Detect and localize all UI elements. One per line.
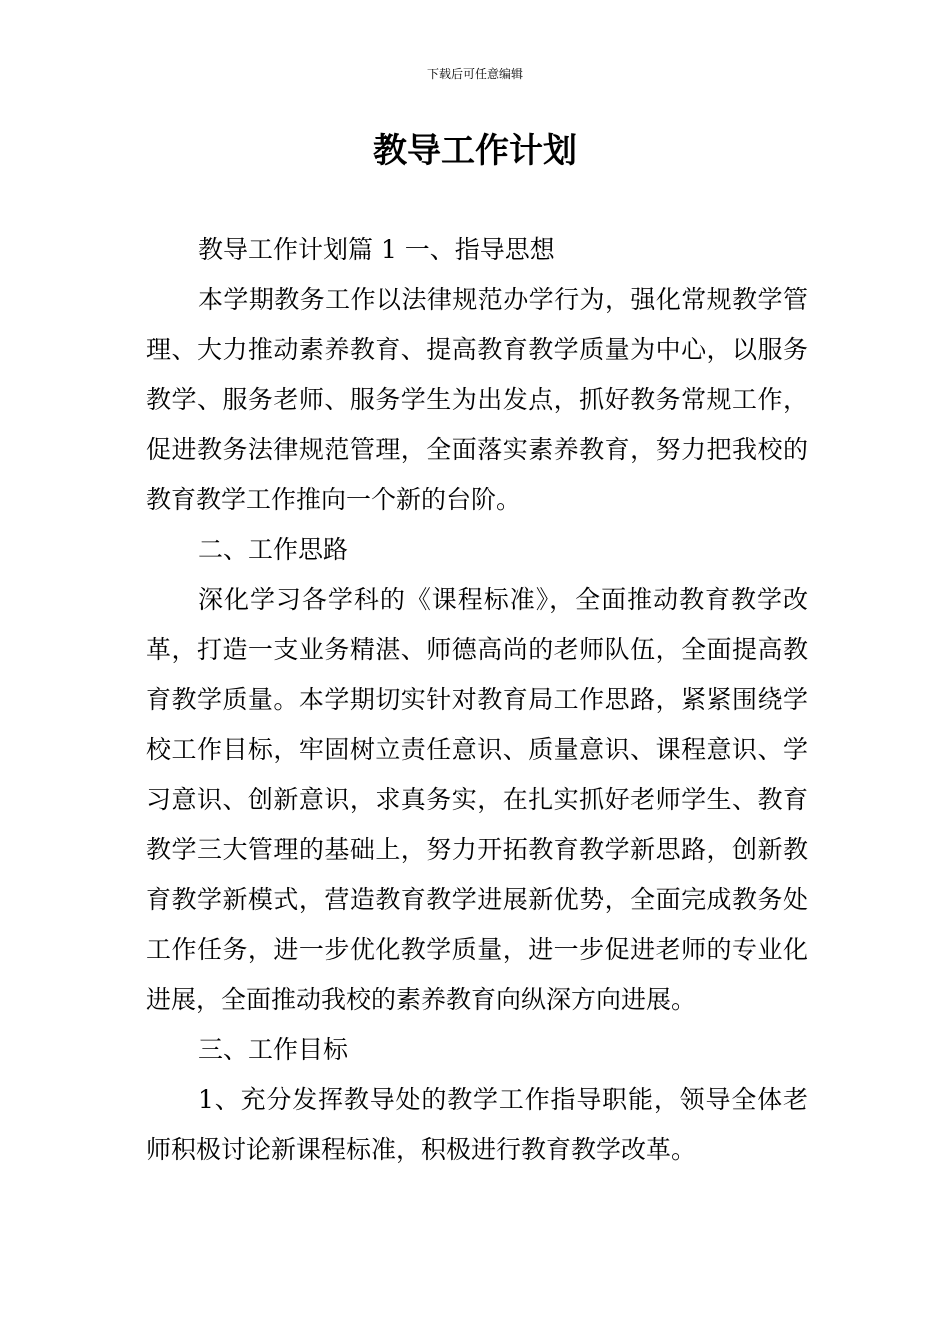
heading-work-goals: 三、工作目标 bbox=[198, 1035, 349, 1064]
document-title: 教导工作计划 bbox=[373, 131, 577, 171]
paragraph-work-goal-1: 1、充分发挥教导处的教学工作指导职能，领导全体老师积极讨论新课程标准，积极进行教育教学改革。 bbox=[146, 1085, 808, 1164]
heading-work-approach: 二、工作思路 bbox=[198, 535, 349, 564]
paragraph-guiding-thought: 本学期教务工作以法律规范办学行为，强化常规教学管理、大力推动素养教育、提高教育教学质量为中心，以服务教学、服务老师、服务学生为出发点，抓好教务常规工作，促进教务法律规范管理，全面落实素养教育，努力把我校的教育教学工作推向一个新的台阶。 bbox=[146, 285, 808, 514]
header-note: 下载后可任意编辑 bbox=[426, 67, 523, 81]
paragraph-work-approach: 深化学习各学科的《课程标准》，全面推动教育教学改革，打造一支业务精湛、师德高尚的老师队伍，全面提高教育教学质量。本学期切实针对教育局工作思路，紧紧围绕学校工作目标，牢固树立责任意识、质量意识、课程意识、学习意识、创新意识，求真务实，在扎实抓好老师学生、教育教学三大管理的基础上，努力开拓教育教学新思路，创新教育教学新模式，营造教育教学进展新优势，全面完成教务处工作任务，进一步优化教学质量，进一步促进老师的专业化进展，全面推动我校的素养教育向纵深方向进展。 bbox=[146, 585, 808, 1014]
heading-guiding-thought: 教导工作计划篇 1 一、指导思想 bbox=[198, 235, 555, 264]
document-body bbox=[146, 225, 808, 1175]
